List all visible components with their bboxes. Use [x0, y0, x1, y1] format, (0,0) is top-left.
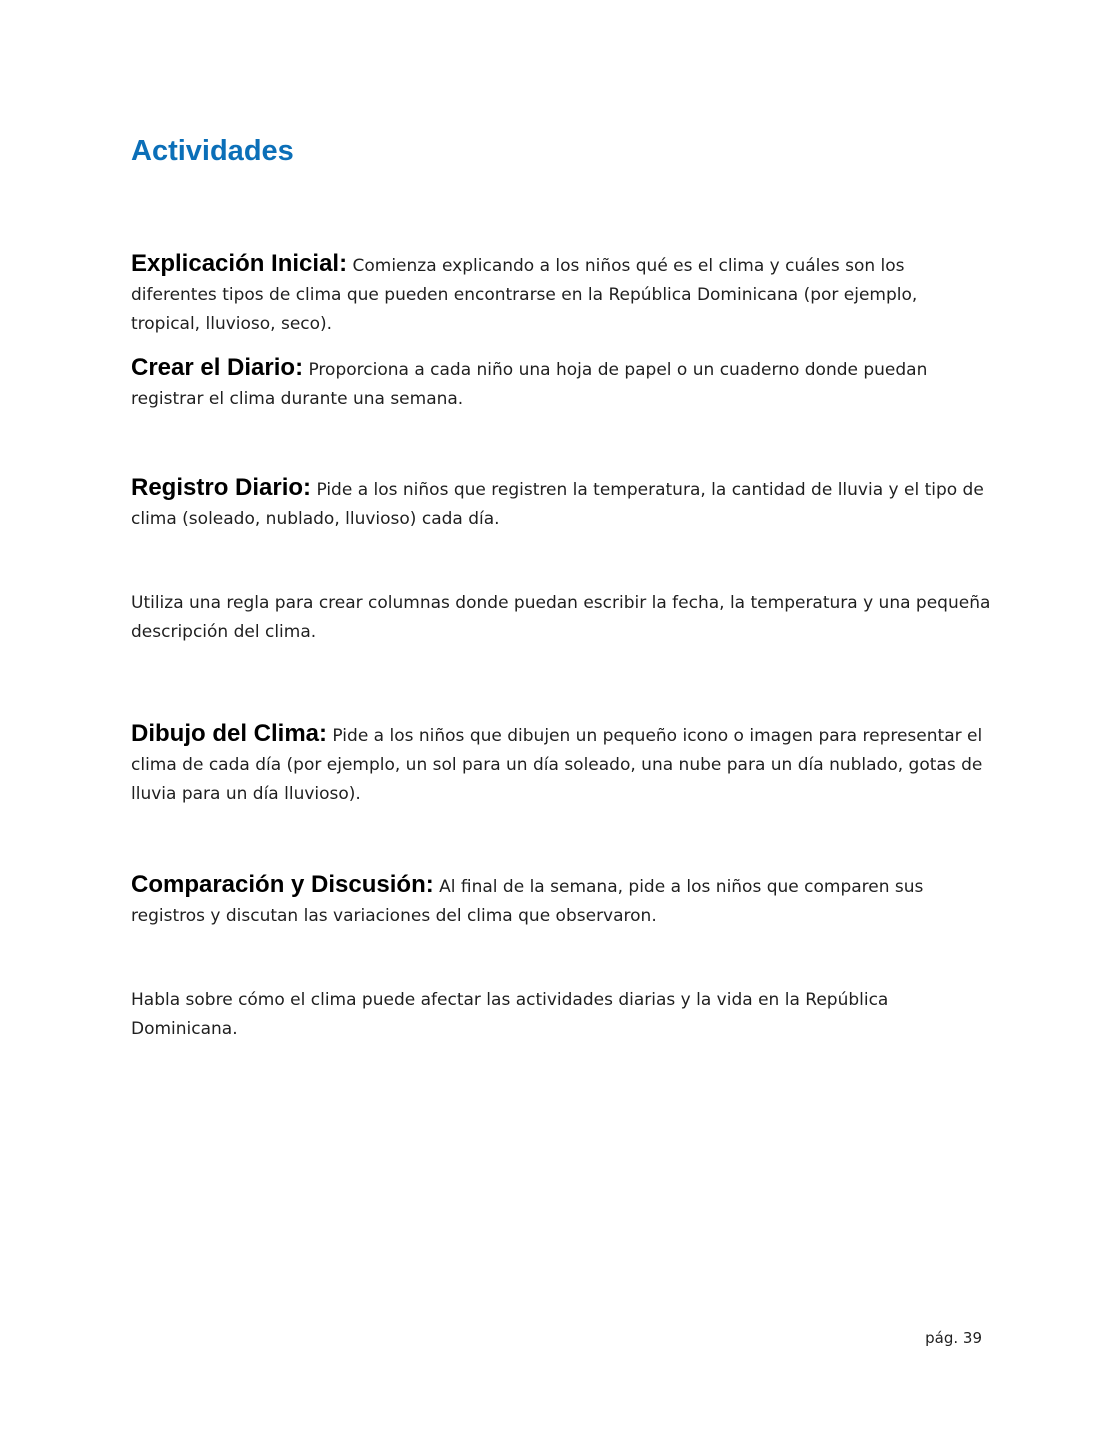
- section-text: Habla sobre cómo el clima puede afectar las actividades diarias y la vida en la República Dominicana.: [131, 990, 889, 1039]
- page-title: Actividades: [131, 135, 294, 167]
- section-text: Pide a los niños que registren la temperatura, la cantidad de lluvia y el tipo de clima (soleado, nublado, lluvioso) cada día.: [131, 480, 984, 529]
- section-dibujo-clima: [131, 719, 991, 809]
- section-explicacion-inicial: [131, 249, 991, 339]
- section-text: Al final de la semana, pide a los niños que comparen sus registros y discutan las variaciones del clima que observaron.: [131, 877, 924, 926]
- section-crear-diario: [131, 353, 991, 414]
- section-heading: Comparación y Discusión:: [131, 871, 434, 898]
- section-text: Utiliza una regla para crear columnas donde puedan escribir la fecha, la temperatura y una pequeña descripción del clima.: [131, 593, 991, 642]
- section-text: Pide a los niños que dibujen un pequeño icono o imagen para representar el clima de cada día (por ejemplo, un sol para un día soleado, una nube para un día nublado, gotas de lluvia para un día lluvioso).: [131, 726, 983, 804]
- section-heading: Registro Diario:: [131, 474, 312, 501]
- section-heading: Explicación Inicial:: [131, 250, 348, 277]
- section-habla-sobre-clima: [131, 986, 991, 1044]
- section-text: Comienza explicando a los niños qué es el clima y cuáles son los diferentes tipos de clima que pueden encontrarse en la República Dominicana (por ejemplo, tropical, lluvioso, seco).: [131, 256, 918, 334]
- section-heading: Crear el Diario:: [131, 354, 304, 381]
- section-comparacion-discusion: [131, 870, 991, 931]
- section-registro-diario: [131, 473, 991, 534]
- page-number: pág. 39: [925, 1329, 982, 1347]
- section-heading: Dibujo del Clima:: [131, 720, 328, 747]
- section-text: Proporciona a cada niño una hoja de papel o un cuaderno donde puedan registrar el clima durante una semana.: [131, 360, 928, 409]
- section-regla-columnas: [131, 589, 991, 647]
